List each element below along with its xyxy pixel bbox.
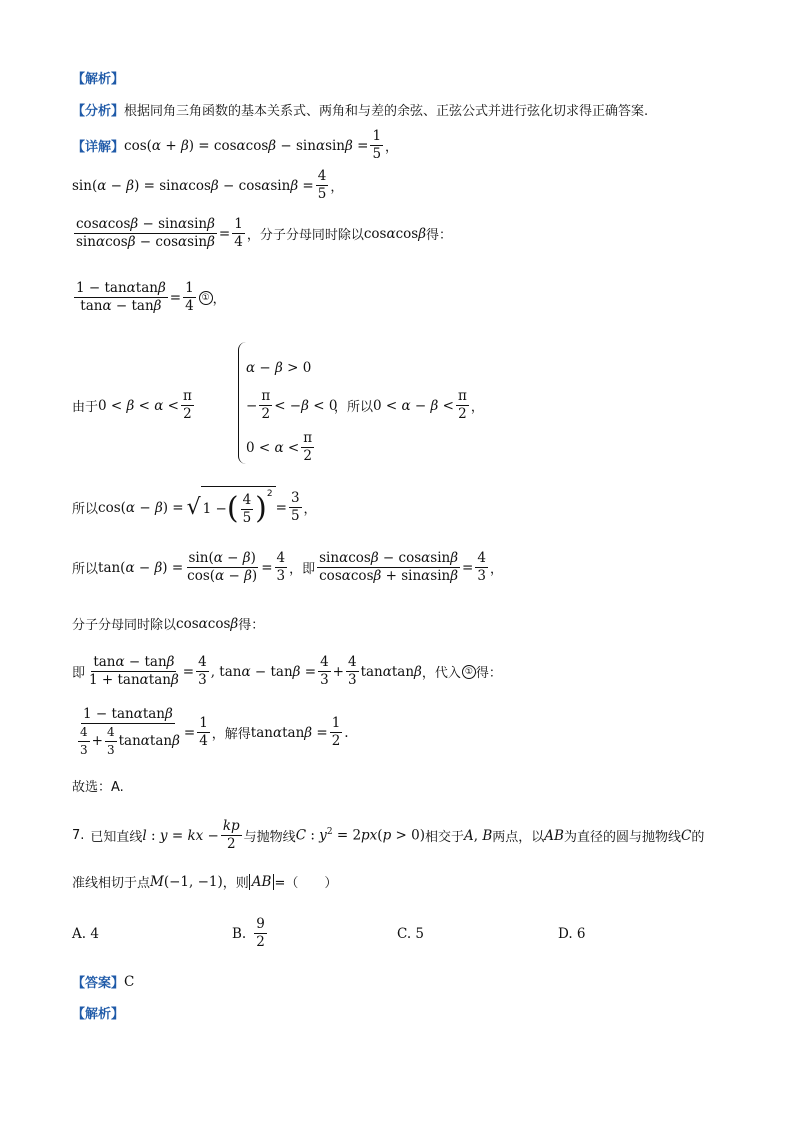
detail-line-8: 分子分母同时除以 cosαcosβ 得：	[72, 615, 265, 633]
formula-sin-diff: sin(α − β) = sinαcosβ − cosαsinβ =	[72, 177, 314, 194]
de-colon: 得：	[475, 666, 502, 681]
detail-line-6: 所以 cos(α − β) = √ 1 − ( $\frac{4}{5}$ ) 2 = $\frac{3}{5}$ ，	[72, 486, 317, 529]
suoyi-text: 所以	[72, 502, 99, 517]
q7-text-5: 为直径的圆与抛物线	[563, 830, 681, 845]
detail-line-5: 由于 0 < β < α < $\frac{\pi}{2}$	[72, 388, 192, 422]
divide-text: ，分子分母同时除以	[246, 228, 364, 243]
detail-line-10: 1 − tanαtanβ $\frac{4}{3}$ + $\frac{4}{3}$ tanαtanβ = $\frac{1}{4}$ ，解得 tanαtanβ = $\frac{1}{2}$ .	[72, 706, 349, 759]
suoyi-text: 所以	[72, 562, 99, 577]
q7-text-9: =（ ）	[274, 876, 338, 891]
suoyi-text: 所以	[347, 400, 374, 415]
comma: ，	[334, 400, 348, 415]
option-b-label: B.	[232, 925, 247, 942]
q7-text-4: 两点，以	[492, 830, 545, 845]
comma: ，	[489, 562, 503, 577]
q7-text-8: ，则	[222, 876, 249, 891]
detail-line-9: 即 $\frac{\tan\alpha - \tan\beta}{1 + \tan\alpha\tan\beta}$ = $\frac{4}{3}$ , tanα − tanβ = $\frac{4}{3}$ + $\frac{4}{3}$ tanαtanβ ，代入 ① 得：	[72, 654, 502, 688]
q7-text-2: 与抛物线	[243, 830, 296, 845]
fraction-final: 1 − tanαtanβ $\frac{4}{3}$ + $\frac{4}{3}$ tanαtanβ	[80, 706, 180, 757]
comma: ，	[385, 140, 399, 155]
ji-text: 即	[302, 562, 316, 577]
option-d-label: D. 6	[558, 926, 586, 942]
heading-jiexi-2: 【解析】	[72, 1007, 125, 1022]
heading-xiangjie: 【详解】	[72, 140, 125, 155]
answer-line	[72, 972, 134, 991]
ji-text: 即	[72, 666, 86, 681]
fraction-one-fourth: $\frac{1}{4}$	[234, 216, 243, 250]
system-row-2: − $\frac{\pi}{2}$ < −β < 0	[246, 388, 338, 422]
heading-jiexi: 【解析】	[72, 72, 125, 87]
comma: ，	[470, 400, 484, 415]
comma: ，	[212, 292, 226, 307]
option-b[interactable]: B. $\frac{9}{2}$	[232, 916, 265, 950]
de-colon: 得：	[238, 618, 265, 633]
detail-line-2	[72, 168, 343, 203]
system-row-3: 0 < α < $\frac{\pi}{2}$	[246, 430, 313, 464]
fraction-four-fifths: $\frac{4}{5}$	[317, 168, 327, 202]
option-a[interactable]	[72, 926, 99, 942]
detail-line-3: $\frac{\cos\alpha\cos\beta - \sin\alpha\sin\beta}{\sin\alpha\cos\beta - \cos\alpha\sin\beta}$ = $\frac{1}{4}$ ，分子分母同时除以 cosαcosβ 得：	[76, 216, 453, 250]
q7-text-1: 已知直线	[90, 830, 143, 845]
detail-line-4: $\frac{1 - \tan\alpha\tan\beta}{\tan\alpha - \tan\beta}$ = $\frac{1}{4}$ ① ，	[76, 280, 226, 314]
fenzi-text: 分子分母同时除以	[72, 618, 177, 633]
q7-text-7: 准线相切于点	[72, 876, 151, 891]
heading-fenxi: 【分析】	[72, 104, 125, 119]
question7-line-1: 7. 已知直线 l : y = kx − $\frac{kp}{2}$ 与抛物线 C : $y^2 = 2px(p > 0)$ 相交于 A, B 两点，以 AB 为直径的圆与抛物线 C 的	[72, 818, 705, 852]
formula-cos-sum: cos(α + β) = cosαcosβ − sinαsinβ =	[124, 137, 369, 154]
option-d[interactable]	[558, 926, 586, 942]
heading-answer: 【答案】	[72, 976, 125, 991]
analysis-line	[72, 100, 648, 119]
q7-text-6: 的	[691, 830, 705, 845]
answer-value: C	[124, 973, 135, 990]
system-row-1: α − β > 0	[246, 360, 312, 376]
fraction-tan-ratio: $\frac{1 - \tan\alpha\tan\beta}{\tan\alpha - \tan\beta}$	[76, 280, 166, 314]
fraction-ratio: $\frac{\cos\alpha\cos\beta - \sin\alpha\sin\beta}{\sin\alpha\cos\beta - \cos\alpha\sin\beta}$	[76, 216, 215, 250]
fraction-one-fifth: $\frac{1}{5}$	[372, 128, 382, 162]
question7-line-2: 准线相切于点 M(−1, −1) ，则 AB =（ ）	[72, 873, 338, 891]
detail-line-1	[72, 128, 398, 163]
option-c[interactable]	[397, 926, 424, 942]
comma: ，	[289, 562, 303, 577]
question-number: 7.	[72, 828, 85, 843]
q7-text-3: 相交于	[424, 830, 464, 845]
jiede-text: ，解得	[211, 727, 251, 742]
daiyu-text: ，代入	[421, 666, 461, 681]
option-a-label: A. 4	[72, 926, 99, 942]
detail-line-5b: ， 所以 0 < α − β < $\frac{\pi}{2}$ ，	[334, 388, 484, 422]
comma: ，	[330, 180, 344, 195]
analysis-text: 根据同角三角函数的基本关系式、两角和与差的余弦、正弦公式并进行弦化切求得正确答案.	[124, 104, 649, 119]
sqrt-expression: 1 − ( $\frac{4}{5}$ ) 2	[201, 486, 276, 529]
choose-line: 故选：A.	[72, 780, 124, 795]
option-c-label: C. 5	[397, 926, 425, 942]
fraction-one-fourth: $\frac{1}{4}$	[185, 280, 194, 314]
detail-line-7: 所以 tan(α − β) = $\frac{\sin(\alpha - \beta)}{\cos(\alpha - \beta)}$ = $\frac{4}{3}$ ， 即 $\frac{\sin\alpha\cos\beta - \cos\alpha\sin\beta}{\cos\alpha\cos\beta + \sin\alpha\sin\beta}$ = $\frac{4}{3}$ ，	[72, 550, 503, 584]
youyu-text: 由于	[72, 400, 99, 415]
comma: ，	[303, 502, 317, 517]
fraction-three-fifths: $\frac{3}{5}$	[290, 490, 300, 524]
de-colon: 得：	[426, 228, 453, 243]
circled-one-label: ①	[199, 291, 213, 305]
circled-one-label: ①	[462, 665, 476, 679]
